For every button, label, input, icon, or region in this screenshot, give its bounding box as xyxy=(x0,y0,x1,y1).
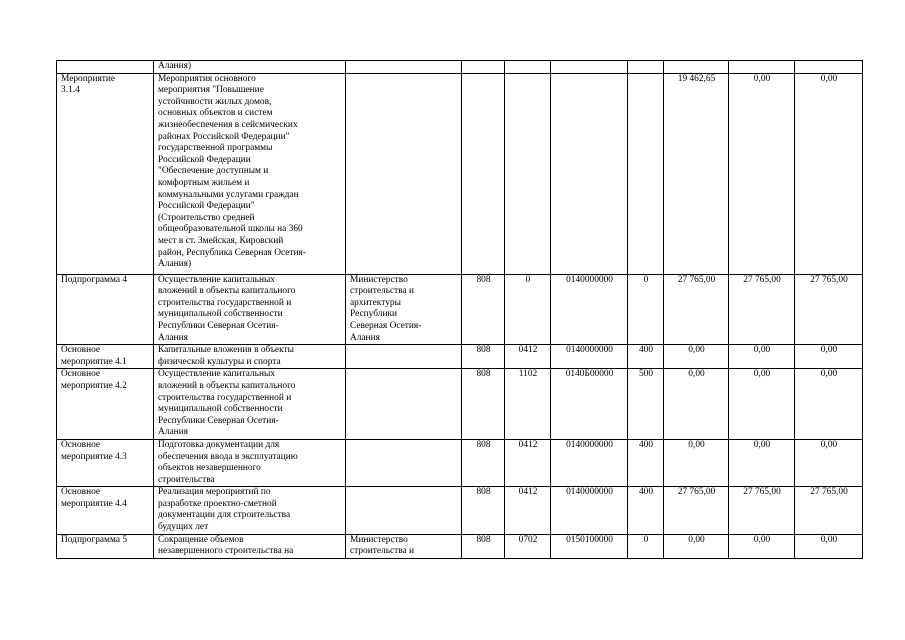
amount-year3-cell: 0,00 xyxy=(795,73,863,274)
description-cell: Алания) xyxy=(154,61,346,74)
section-code-cell: 0412 xyxy=(505,345,551,369)
table-row xyxy=(57,534,863,558)
grbs-code-cell: 808 xyxy=(462,369,505,440)
name-cell: Основное мероприятие 4.4 xyxy=(57,487,154,534)
table-row xyxy=(57,345,863,369)
amount-year1-cell xyxy=(664,61,729,74)
description-cell: Сокращение объемов незавершенного строительства на xyxy=(154,534,346,558)
name-cell: Основное мероприятие 4.2 xyxy=(57,369,154,440)
target-article-cell: 0140000000 xyxy=(551,439,628,486)
amount-year2-cell: 27 765,00 xyxy=(729,274,795,345)
name-cell: Основное мероприятие 4.1 xyxy=(57,345,154,369)
name-cell: Подпрограмма 4 xyxy=(57,274,154,345)
target-article-cell: 0140000000 xyxy=(551,345,628,369)
table-row xyxy=(57,369,863,440)
target-article-cell: 0150100000 xyxy=(551,534,628,558)
description-cell: Осуществление капитальных вложений в объекты капитального строительства государственной и муниципальной собственности Республики Северная Осетия- Алания xyxy=(154,369,346,440)
amount-year1-cell: 19 462,65 xyxy=(664,73,729,274)
description-cell: Мероприятия основного мероприятия "Повышение устойчивости жилых домов, основных объектов и систем жизнеобеспечения в сейсмических районах Российской Федерации" государственной программы Российской Федерации "Обеспечение доступным и комфортным жильем и коммунальными услугами граждан Российской Федерации" (Строительство средней общеобразовательной школы на 360 мест в ст. Змейская, Кировский район, Республика Северная Осетия- Алания) xyxy=(154,73,346,274)
amount-year3-cell: 0,00 xyxy=(795,439,863,486)
description-cell: Капитальные вложения в объекты физической культуры и спорта xyxy=(154,345,346,369)
amount-year1-cell: 0,00 xyxy=(664,345,729,369)
section-code-cell: 0 xyxy=(505,274,551,345)
section-code-cell: 1102 xyxy=(505,369,551,440)
amount-year3-cell: 0,00 xyxy=(795,534,863,558)
expense-type-cell: 0 xyxy=(628,534,664,558)
grbs-code-cell: 808 xyxy=(462,534,505,558)
expense-type-cell xyxy=(628,73,664,274)
amount-year2-cell: 0,00 xyxy=(729,534,795,558)
table-row xyxy=(57,73,863,274)
amount-year3-cell: 27 765,00 xyxy=(795,274,863,345)
amount-year2-cell: 0,00 xyxy=(729,369,795,440)
amount-year3-cell: 0,00 xyxy=(795,369,863,440)
target-article-cell: 0140000000 xyxy=(551,274,628,345)
description-cell: Подготовка документации для обеспечения ввода в эксплуатацию объектов незавершенного строительства xyxy=(154,439,346,486)
grbs-code-cell xyxy=(462,61,505,74)
table-body xyxy=(57,61,863,559)
section-code-cell: 0702 xyxy=(505,534,551,558)
target-article-cell: 0140Б00000 xyxy=(551,369,628,440)
section-code-cell: 0412 xyxy=(505,439,551,486)
executor-cell xyxy=(346,61,462,74)
executor-cell xyxy=(346,487,462,534)
grbs-code-cell: 808 xyxy=(462,345,505,369)
name-cell: Подпрограмма 5 xyxy=(57,534,154,558)
target-article-cell xyxy=(551,61,628,74)
description-cell: Осуществление капитальных вложений в объекты капитального строительства государственной и муниципальной собственности Республики Северная Осетия- Алания xyxy=(154,274,346,345)
grbs-code-cell: 808 xyxy=(462,274,505,345)
executor-cell xyxy=(346,369,462,440)
expense-type-cell xyxy=(628,61,664,74)
amount-year2-cell: 27 765,00 xyxy=(729,487,795,534)
table-row xyxy=(57,487,863,534)
amount-year2-cell: 0,00 xyxy=(729,439,795,486)
grbs-code-cell xyxy=(462,73,505,274)
amount-year3-cell: 0,00 xyxy=(795,345,863,369)
expense-type-cell: 0 xyxy=(628,274,664,345)
description-cell: Реализация мероприятий по разработке проектно-сметной документации для строительства будущих лет xyxy=(154,487,346,534)
target-article-cell xyxy=(551,73,628,274)
name-cell: Мероприятие 3.1.4 xyxy=(57,73,154,274)
table-row xyxy=(57,61,863,74)
amount-year3-cell xyxy=(795,61,863,74)
amount-year2-cell xyxy=(729,61,795,74)
executor-cell xyxy=(346,345,462,369)
expense-type-cell: 400 xyxy=(628,345,664,369)
amount-year1-cell: 27 765,00 xyxy=(664,487,729,534)
amount-year1-cell: 27 765,00 xyxy=(664,274,729,345)
amount-year1-cell: 0,00 xyxy=(664,439,729,486)
executor-cell xyxy=(346,439,462,486)
amount-year1-cell: 0,00 xyxy=(664,534,729,558)
grbs-code-cell: 808 xyxy=(462,439,505,486)
executor-cell xyxy=(346,73,462,274)
amount-year3-cell: 27 765,00 xyxy=(795,487,863,534)
expense-type-cell: 400 xyxy=(628,487,664,534)
amount-year1-cell: 0,00 xyxy=(664,369,729,440)
executor-cell: Министерство строительства и архитектуры Республики Северная Осетия- Алания xyxy=(346,274,462,345)
target-article-cell: 0140000000 xyxy=(551,487,628,534)
grbs-code-cell: 808 xyxy=(462,487,505,534)
amount-year2-cell: 0,00 xyxy=(729,73,795,274)
amount-year2-cell: 0,00 xyxy=(729,345,795,369)
section-code-cell xyxy=(505,73,551,274)
section-code-cell xyxy=(505,61,551,74)
table-row xyxy=(57,439,863,486)
table-row xyxy=(57,274,863,345)
section-code-cell: 0412 xyxy=(505,487,551,534)
executor-cell: Министерство строительства и xyxy=(346,534,462,558)
name-cell: Основное мероприятие 4.3 xyxy=(57,439,154,486)
budget-table xyxy=(56,60,863,559)
name-cell xyxy=(57,61,154,74)
expense-type-cell: 400 xyxy=(628,439,664,486)
expense-type-cell: 500 xyxy=(628,369,664,440)
